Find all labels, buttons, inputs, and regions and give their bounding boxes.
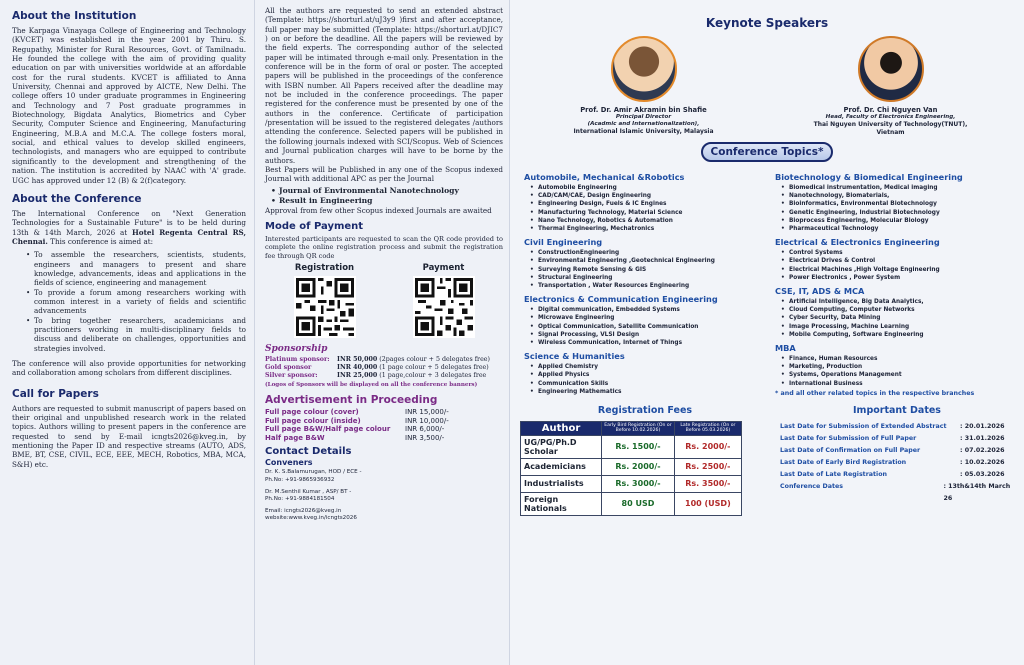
topic-item: • Optical Communication, Satellite Communication <box>524 323 763 331</box>
date-row <box>780 481 1014 505</box>
advertisement-section <box>265 394 503 442</box>
date-row <box>780 421 1014 433</box>
advertisement-label: Full page B&W/Half page colour <box>265 425 391 434</box>
topic-item: • Wireless Communication, Internet of Things <box>524 339 763 347</box>
contact-line: Dr. K. S.Balamurugan, HOD / ECE - <box>265 469 362 476</box>
topic-item: • Applied Chemistry <box>524 363 763 371</box>
topic-item: • Pharmaceutical Technology <box>775 225 1014 233</box>
topic-item: • Systems, Operations Management <box>775 371 1014 379</box>
speaker-affiliation: Vietnam <box>876 128 905 136</box>
fee-late: 100 (USD) <box>674 492 741 515</box>
topic-item: • Artificial Intelligence, Big Data Analytics, <box>775 298 1014 306</box>
topic-item: • Microwave Engineering <box>524 314 763 322</box>
topic-category: MBA <box>775 343 796 354</box>
conference-intro-suffix: This conference is aimed at: <box>47 236 154 246</box>
speaker-affiliation: Thai Nguyen University of Technology(TNUT), <box>813 121 968 128</box>
topic-item: • Finance, Human Resources <box>775 355 1014 363</box>
topic-item: • Environmental Engineering ,Geotechnical Engineering <box>524 257 763 265</box>
topic-item: • Biomedical instrumentation, Medical imaging <box>775 184 1014 192</box>
topic-item: • ConstructionEngineering <box>524 249 763 257</box>
date-label: Last Date of Early Bird Registration <box>780 458 907 466</box>
dates-list <box>780 421 1014 505</box>
topics-left-column <box>524 168 763 397</box>
sponsorship-note: (Logos of Sponsors will be displayed on all the conference banners) <box>265 382 478 389</box>
sponsor-label: Silver sponsor: <box>265 372 318 380</box>
call-for-papers-body: Authors are requested to submit manuscript of papers based on their original and unpublished research work in the related topics. Authors willing to present papers in the conference are requested to send by E-mail icngts2026@kveg.in, by mentioning the Paper ID and respective streams (AUTO, ADS, BME, BT, CSE, CIVIL, ECE, EEE, MECH, Robotics, MBA, MCA, S&H) etc. <box>12 403 246 469</box>
sponsor-amount: INR 40,000 <box>337 364 378 372</box>
contact-email[interactable]: Email: icngts2026@kveg.in <box>265 508 342 515</box>
sponsor-row <box>265 356 503 364</box>
fee-late: Rs. 2500/- <box>674 458 741 475</box>
topic-category: Civil Engineering <box>524 237 603 248</box>
fees-row <box>521 458 742 475</box>
call-for-papers-continuation: All the authors are requested to send an extended abstract (Template: https://shorturl.at/uJ3y9 )first and after acceptance, full paper may be submitted (Template: https://shorturl.at/DJIC7 ) on or before the deadline. All the papers will be reviewed by the field experts. The corresponding author of the selected paper will be intimated through e-mail only. Presentation in the conference will be in the form of oral or poster. The accepted papers will be published in the proceedings of the conference with ISBN number. All Papers received after the deadline may not be included in the conference proceedings. The paper registered for the conference must be presented by one of the authors in the conference. Certificate of participation /presentation will be issued to the registered delegates /authors attending the conference. Selected papers will be published in the following journals indexed with SCI/Scopus. Web of Sciences and Journal publication charges will have to be borne by the authors. <box>265 6 503 165</box>
fee-category: Academicians <box>521 458 602 475</box>
advertisement-price: INR 15,000/- <box>405 408 449 417</box>
conference-closing: The conference will also provide opportunities for networking and collaboration among scholars from different disciplines. <box>12 359 246 378</box>
topic-item: • Cloud Computing, Computer Networks <box>775 306 1014 314</box>
journal-item: • Journal of Environmental Nanotechnology <box>271 186 503 196</box>
conference-intro <box>12 209 246 246</box>
fee-early: Rs. 1500/- <box>602 435 675 458</box>
sponsor-amount: INR 50,000 <box>337 356 378 364</box>
topic-item: • CAD/CAM/CAE, Design Engineering <box>524 192 763 200</box>
topic-category: Science & Humanities <box>524 351 625 362</box>
fees-row <box>521 475 742 492</box>
topic-item: • Communication Skills <box>524 380 763 388</box>
date-row <box>780 433 1014 445</box>
sponsor-row <box>265 364 503 372</box>
date-row <box>780 445 1014 457</box>
fees-heading: Registration Fees <box>597 404 693 416</box>
dates-heading: Important Dates <box>853 404 941 416</box>
advertisement-row <box>265 434 503 443</box>
fee-early: Rs. 3000/- <box>602 475 675 492</box>
conference-topics-badge: Conference Topics* <box>701 142 833 162</box>
topics-grid <box>520 168 1014 397</box>
topic-category: Biotechnology & Biomedical Engineering <box>775 172 963 182</box>
fee-category: Industrialists <box>521 475 602 492</box>
topic-item: • Electrical Drives & Control <box>775 257 1014 265</box>
speaker-photo <box>858 36 924 102</box>
date-label: Last Date for Submission of Extended Abstract <box>780 422 947 430</box>
advertisement-row <box>265 425 503 434</box>
topic-item: • Marketing, Production <box>775 363 1014 371</box>
conference-intro-text: The International Conference on "Next Generation Technologies for a Sustainable Future" is to be held during 13th & 14th March, 2026 at <box>12 208 246 237</box>
topic-item: • Cyber Security, Data Mining <box>775 314 1014 322</box>
topic-item: • Digital communication, Embedded Systems <box>524 306 763 314</box>
date-row <box>780 469 1014 481</box>
contact-phone: Ph.No: +91-9884181504 <box>265 496 335 503</box>
topic-item: • Structural Engineering <box>524 274 763 282</box>
important-dates <box>780 405 1014 516</box>
journal-item: • Result in Engineering <box>271 196 503 206</box>
early-bird-header: Early Bird Registration (On or Before 10.02.2026) <box>602 421 675 435</box>
topic-item: • Automobile Engineering <box>524 184 763 192</box>
sponsor-label: Platinum sponsor: <box>265 356 330 364</box>
sponsor-label: Gold sponsor <box>265 364 312 372</box>
aim-item: • To provide a forum among researchers working with common interest in a variety of fields and scientific advancements <box>26 288 246 316</box>
speaker-role: (Acadmic and Internationalization), <box>587 121 700 127</box>
topic-item: • Bioinformatics, Environmental Biotechnology <box>775 200 1014 208</box>
sponsor-amount: INR 25,000 <box>337 372 378 380</box>
topic-item: • Surveying Remote Sensing & GIS <box>524 266 763 274</box>
left-column <box>0 0 254 665</box>
speaker-card <box>771 36 1011 136</box>
fees-body <box>521 435 742 515</box>
keynote-heading: Keynote Speakers <box>705 16 829 30</box>
conference-aims <box>26 250 246 353</box>
fees-row <box>521 435 742 458</box>
fee-category: Foreign Nationals <box>521 492 602 515</box>
topic-item: • Genetic Engineering, Industrial Biotechnology <box>775 209 1014 217</box>
date-value: : 07.02.2026 <box>960 446 1005 454</box>
sponsorship-heading: Sponsorship <box>265 344 328 355</box>
registration-qr-code[interactable] <box>294 276 356 338</box>
payment-qr-code[interactable] <box>413 276 475 338</box>
topic-category: CSE, IT, ADS & MCA <box>775 286 865 297</box>
advertisement-price: INR 10,000/- <box>405 416 449 425</box>
contact-section <box>265 446 503 522</box>
fees-table <box>520 421 742 516</box>
conveners-heading: Conveners <box>265 458 313 468</box>
late-registration-header: Late Registration (On or Before 05.03.2026) <box>674 421 741 435</box>
scopus-note: Best Papers will be Published in any one of the Scopus indexed Journal with additional APC as per the Journal <box>265 164 503 184</box>
date-value: : 05.03.2026 <box>960 470 1005 478</box>
date-value: : 31.01.2026 <box>960 434 1005 442</box>
registration-qr-label: Registration <box>294 263 355 274</box>
topic-item: • Thermal Engineering, Mechatronics <box>524 225 763 233</box>
speaker-card <box>524 36 764 136</box>
sponsor-detail: (1 page,colour + 3 delegates free <box>377 372 487 380</box>
speaker-role: Principal Director <box>615 114 672 120</box>
fee-early: 80 USD <box>602 492 675 515</box>
date-value: : 13th&14th March 26 <box>943 482 1011 502</box>
topic-item: • Power Electronics , Power System <box>775 274 1014 282</box>
fee-early: Rs. 2000/- <box>602 458 675 475</box>
payment-heading: Mode of Payment <box>265 220 364 232</box>
conference-venue: Hotel Regenta Central RS, Chennai. <box>12 227 246 246</box>
topic-item: • Image Processing, Machine Learning <box>775 323 1014 331</box>
advertisement-row <box>265 417 503 426</box>
advertisement-label: Full page colour (cover) <box>265 408 359 417</box>
registration-qr-block <box>294 263 356 338</box>
author-header: Author <box>521 421 602 435</box>
aim-item: • To assemble the researchers, scientists, students, engineers and managers to present and share knowledge, advancements, ideas and applications in the fields of science, engineering and management <box>26 250 246 287</box>
speaker-name: Prof. Dr. Chi Nguyen Van <box>843 106 938 114</box>
speaker-name: Prof. Dr. Amir Akramin bin Shafie <box>580 106 707 114</box>
topic-item: • Transportation , Water Resources Engineering <box>524 282 763 290</box>
topic-item: • International Business <box>775 380 1014 388</box>
topic-category: Electronics & Communication Engineering <box>524 294 718 305</box>
contact-website[interactable]: website:www.kveg.in/icngts2026 <box>265 515 357 522</box>
journal-list <box>271 186 503 206</box>
sponsor-value <box>337 372 486 380</box>
topic-item: • Control Systems <box>775 249 1014 257</box>
speaker-role: Head, Faculty of Electronics Engineering, <box>825 114 956 120</box>
advertisement-heading: Advertisement in Proceeding <box>265 394 438 407</box>
topic-item: • Nano Technology, Robotics & Automation <box>524 217 763 225</box>
speaker-affiliation: International Islamic University, Malaysia <box>573 128 714 135</box>
bottom-section <box>520 405 1014 516</box>
fees-header-row <box>521 421 742 435</box>
sponsor-detail: (2pages colour + 5 delegates free) <box>377 356 490 364</box>
topic-item: • Engineering Mathematics <box>524 388 763 396</box>
date-label: Last Date of Confirmation on Full Paper <box>780 446 921 454</box>
fees-row <box>521 492 742 515</box>
contact-line: Dr. M.Senthil Kumar , ASP/ BT - <box>265 488 352 495</box>
institution-heading: About the Institution <box>12 10 137 22</box>
call-for-papers-heading: Call for Papers <box>12 387 99 400</box>
date-row <box>780 457 1014 469</box>
payment-qr-label: Payment <box>422 263 465 274</box>
sponsor-detail: (1 page colour + 5 delegates free) <box>377 364 489 372</box>
topic-item: • Bioprocess Engineering, Molecular Biology <box>775 217 1014 225</box>
date-label: Conference Dates <box>780 482 843 490</box>
topic-item: • Signal Processing, VLSI Design <box>524 331 763 339</box>
other-topics-note: * and all other related topics in the respective branches <box>775 389 975 397</box>
topic-item: • Engineering Design, Fuels & IC Engines <box>524 200 763 208</box>
topics-right-column <box>775 168 1014 397</box>
topic-item: • Applied Physics <box>524 371 763 379</box>
speaker-photo <box>611 36 677 102</box>
keynote-speakers <box>520 36 1014 136</box>
advertisement-row <box>265 408 503 417</box>
advertisement-label: Half page B&W <box>265 433 325 442</box>
sponsor-row <box>265 372 503 380</box>
contact-phone: Ph.No: +91-9865936932 <box>265 476 335 483</box>
sponsor-value <box>337 364 489 372</box>
aim-item: • To bring together researchers, academicians and practitioners working in multi-disciplinary fields to discuss and deliberate on challenges, opportunities and strategies involved. <box>26 316 246 353</box>
middle-column <box>254 0 509 665</box>
topic-category: Electrical & Electronics Engineering <box>775 237 940 248</box>
registration-fees <box>520 405 770 516</box>
advertisement-label: Full page colour (inside) <box>265 416 361 425</box>
qr-row <box>265 263 503 338</box>
institution-body: The Karpaga Vinayaga College of Engineering and Technology (KVCET) was established in the year 2001 by Thiru. S. Regupathy, Minister for Rural Resources, Govt. of Tamilnadu. He founded the college with the aim of providing quality education on par with universities worldwide at an affordable cost for the rural students. KVCET is affiliated to Anna University, Chennai and approved by AICTE, New Delhi. The college offers 10 under graduate programmes in Engineering and Technology and 7 Post graduate programmes in Biotechnology, Bigdata Analytics, Biometrics and Cyber Security, Computer Science and Engineering, Manufacturing Engineering, M.B.A and M.C.A. The college fosters moral, social, and ethical values to develop skilled engineers, technologists, and managers who are equipped to contribute significantly to the development and strengthening of the nation. The institution is accredited by NAAC with 'A' grade. UGC has approved under 12 (B) & 2(f)category. <box>12 26 246 185</box>
sponsorship-section <box>265 344 503 388</box>
payment-qr-block <box>413 263 475 338</box>
date-label: Last Date for Submission of Full Paper <box>780 434 917 442</box>
sponsor-value <box>337 356 490 364</box>
payment-body: Interested participants are requested to scan the QR code provided to complete the online registration process and submit the registration fee through QR code <box>265 234 503 260</box>
topic-item: • Nanotechnology, Biomaterials, <box>775 192 1014 200</box>
right-column <box>509 0 1024 665</box>
date-value: : 20.01.2026 <box>960 422 1005 430</box>
topic-item: • Manufacturing Technology, Material Science <box>524 209 763 217</box>
topic-category: Automobile, Mechanical &Robotics <box>524 172 685 182</box>
fee-category: UG/PG/Ph.D Scholar <box>521 435 602 458</box>
conference-heading: About the Conference <box>12 192 142 205</box>
advertisement-price: INR 6,000/- <box>405 425 445 434</box>
topic-item: • Electrical Machines ,High Voltage Engineering <box>775 266 1014 274</box>
approval-note: Approval from few other Scopus indexed Journals are awaited <box>265 205 492 215</box>
date-value: : 10.02.2026 <box>960 458 1005 466</box>
contact-heading: Contact Details <box>265 446 352 458</box>
date-label: Last Date of Late Registration <box>780 470 888 478</box>
advertisement-price: INR 3,500/- <box>405 433 445 442</box>
fee-late: Rs. 3500/- <box>674 475 741 492</box>
topic-item: • Mobile Computing, Software Engineering <box>775 331 1014 339</box>
fee-late: Rs. 2000/- <box>674 435 741 458</box>
